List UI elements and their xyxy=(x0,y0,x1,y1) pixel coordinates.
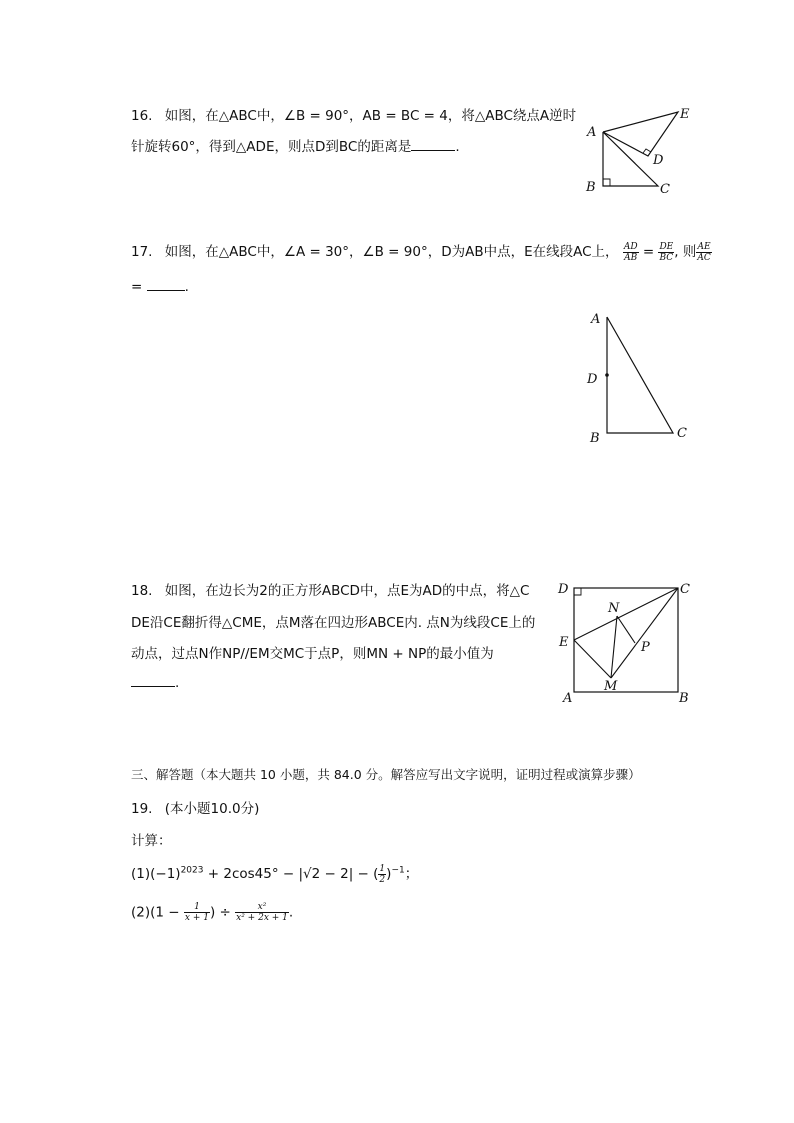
q18-square-abcd xyxy=(574,588,678,692)
q17-then: , 则 xyxy=(674,244,697,260)
q17-frac2-num: DE xyxy=(659,241,674,252)
q19-part2-frac1-den: x + 1 xyxy=(184,913,209,923)
q16-text-line2: 针旋转60°，得到△ADE，则点D到BC的距离是 xyxy=(131,139,412,155)
q19-half-den: 2 xyxy=(379,874,386,885)
q17-triangle-abc xyxy=(607,317,673,433)
q16-triangle-abc xyxy=(603,132,658,186)
q17-equals: = xyxy=(642,244,655,260)
q18-label-p: P xyxy=(641,640,650,655)
q19-half-num: 1 xyxy=(379,863,386,874)
q16-label-b: B xyxy=(586,180,596,195)
q18-answer-blank[interactable] xyxy=(131,674,175,687)
q19-intro-text: 计算： xyxy=(131,833,172,849)
q17-label-a: A xyxy=(591,312,601,327)
q16-triangle-ade xyxy=(603,112,678,156)
q17-frac3-num: AE xyxy=(697,241,711,252)
q17-fraction-de-bc xyxy=(658,242,674,263)
q19-part2-frac1-num: 1 xyxy=(184,902,210,913)
q19-score: (本小题10.0分) xyxy=(164,801,260,817)
q18-label-b: B xyxy=(679,691,689,706)
q19-intro xyxy=(131,829,172,849)
q17-line2 xyxy=(131,278,189,295)
q17-point-d xyxy=(605,373,609,377)
q17-equals-start: = xyxy=(131,279,143,295)
q19-part2-frac2 xyxy=(235,902,289,923)
q17-label-b: B xyxy=(590,431,600,446)
q16-label-a: A xyxy=(587,125,597,140)
q19-part2 xyxy=(131,902,293,923)
q18-line2 xyxy=(131,611,535,631)
q19-number: 19. xyxy=(131,801,153,817)
q16-line1 xyxy=(131,104,576,124)
q18-segment-em xyxy=(574,640,611,678)
q17-line1 xyxy=(131,240,712,263)
q16-line2 xyxy=(131,135,460,155)
q19-part2-end: . xyxy=(288,904,294,921)
section3-heading-text: 三、解答题（本大题共 10 小题，共 84.0 分。解答应写出文字说明，证明过程或演算步骤） xyxy=(131,767,641,782)
q19-part1-close: ) xyxy=(386,866,392,882)
q17-text-line1: 如图，在△ABC中，∠A = 30°，∠B = 90°，D为AB中点，E在线段AC上， xyxy=(164,244,619,260)
q19-part2-frac2-den: x² + 2x + 1 xyxy=(236,913,288,923)
q16-figure xyxy=(580,100,700,200)
q17-period: . xyxy=(184,279,189,295)
q17-figure xyxy=(580,305,700,450)
q18-segment-mc xyxy=(611,588,678,678)
q19-part1 xyxy=(131,862,418,885)
q17-label-c: C xyxy=(677,426,687,441)
q16-label-d: D xyxy=(653,153,664,168)
q19-header xyxy=(131,797,259,817)
q18-label-c: C xyxy=(680,582,690,597)
q19-part1-middle: + 2cos45° − |√2 − 2| − ( xyxy=(203,866,379,882)
q17-frac3-den: AC xyxy=(697,252,711,263)
q17-number: 17. xyxy=(131,244,153,260)
q18-label-m: M xyxy=(604,679,618,694)
q19-part1-end: ； xyxy=(404,866,419,882)
section3-heading xyxy=(131,765,641,783)
q16-number: 16. xyxy=(131,108,153,124)
q18-label-n: N xyxy=(608,601,620,616)
q16-label-e: E xyxy=(680,107,690,122)
q16-answer-blank[interactable] xyxy=(411,138,455,151)
q18-segment-ce xyxy=(574,588,678,640)
q18-right-angle-d xyxy=(574,588,581,595)
q18-label-d: D xyxy=(558,582,569,597)
q18-label-e: E xyxy=(559,635,569,650)
q18-label-a: A xyxy=(563,691,573,706)
q16-label-c: C xyxy=(660,182,670,197)
q16-period: . xyxy=(455,139,460,155)
q18-text-line3: 动点，过点N作NP//EM交MC于点P，则MN + NP的最小值为 xyxy=(131,646,494,662)
q19-part2-frac1 xyxy=(184,902,210,923)
q19-part2-open: (2)(1 − xyxy=(131,904,180,921)
q17-frac1-den: AB xyxy=(624,252,638,263)
q18-figure xyxy=(555,575,700,710)
q18-segment-np xyxy=(617,616,635,643)
q18-segment-mn xyxy=(611,616,617,678)
q19-part1-exponent: 2023 xyxy=(180,865,204,876)
q18-line3 xyxy=(131,642,494,662)
q18-text-line2: DE沿CE翻折得△CME，点M落在四边形ABCE内. 点N为线段CE上的 xyxy=(131,615,536,631)
q18-period: . xyxy=(175,675,180,691)
q17-label-d: D xyxy=(587,372,598,387)
q19-part2-frac2-num: x² xyxy=(235,902,289,913)
q19-part1-base: (1)(−1) xyxy=(131,866,181,882)
q19-part2-divide: ) ÷ xyxy=(209,904,231,921)
q18-text-line1: 如图，在边长为2的正方形ABCD中，点E为AD的中点，将△C xyxy=(164,583,530,599)
q19-part1-exponent2: −1 xyxy=(391,865,405,876)
q18-line1 xyxy=(131,579,529,599)
q19-part1-half xyxy=(378,864,386,885)
q17-frac2-den: BC xyxy=(659,252,674,263)
q17-frac1-num: AD xyxy=(623,241,638,252)
q18-line4 xyxy=(131,674,179,691)
q17-fraction-ae-ac xyxy=(696,242,711,263)
q17-answer-blank[interactable] xyxy=(147,278,185,291)
q16-text-line1: 如图，在△ABC中，∠B = 90°，AB = BC = 4，将△ABC绕点A逆时 xyxy=(164,108,577,124)
q18-number: 18. xyxy=(131,583,153,599)
q16-right-angle-b xyxy=(603,179,610,186)
q17-fraction-ad-ab xyxy=(623,242,639,263)
